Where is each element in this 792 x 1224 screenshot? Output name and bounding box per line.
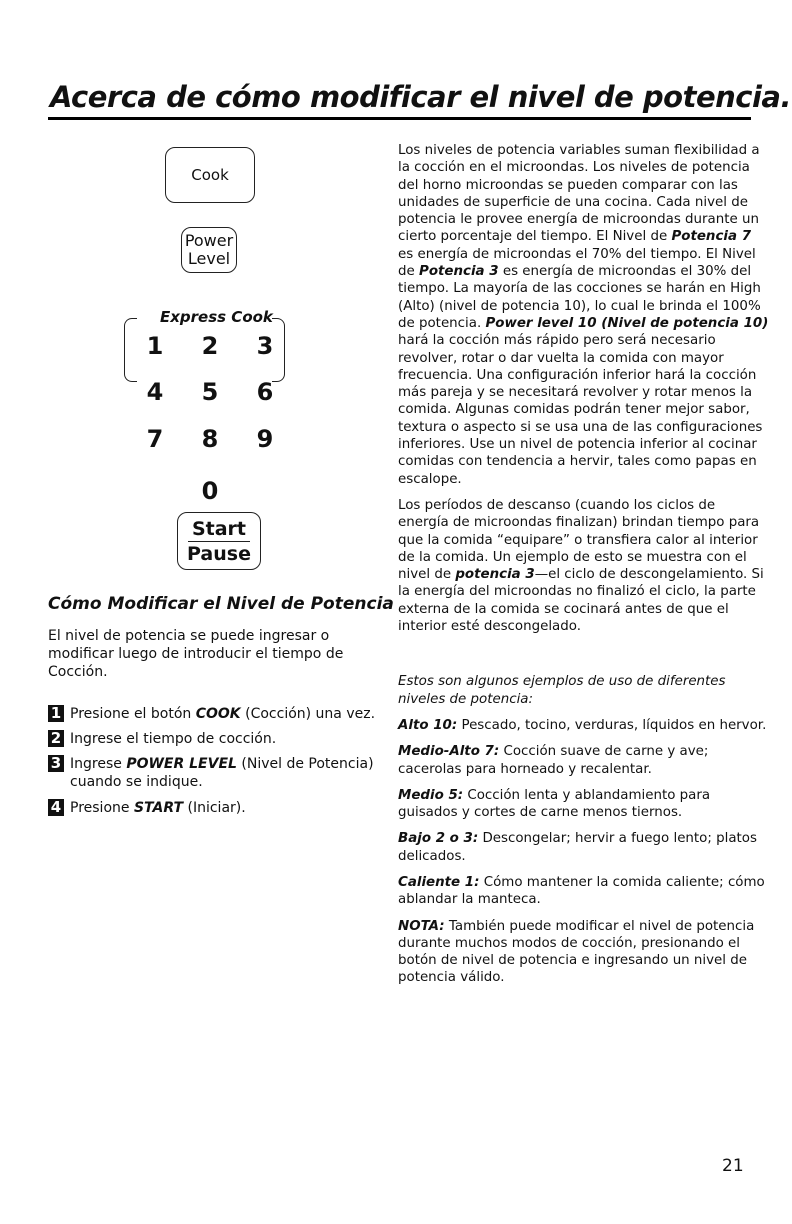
step-text: (Cocción) una vez. — [240, 706, 376, 722]
note — [398, 918, 770, 987]
example-label: Alto 10: — [398, 717, 458, 733]
example-text: Cómo mantener la comida caliente; cómo ablandar la manteca. — [398, 874, 765, 908]
key-8: 8 — [201, 425, 219, 453]
emphasis: Power level 10 (Nivel de potencia 10) — [485, 315, 769, 331]
text: es energía de microondas el 30% del tiempo. La mayoría de las cocciones se harán en High (Alto) (nivel de potencia 10), lo cual le brinda el 100% de potencia. — [398, 264, 761, 331]
intro-paragraph: El nivel de potencia se puede ingresar o modificar luego de introducir el tiempo de Cocción. — [48, 628, 344, 680]
key-6: 6 — [256, 378, 274, 406]
text: hará la cocción más rápido pero será necesario revolver, rotar o dar vuelta la comida con mayor frecuencia. Una configuración inferior hará la cocción más pareja y se necesitará revolver y rotar menos la comida. Algunas comidas podrán tener mejor sabor, textura o aspecto si se usa una de las configuraciones inferiores. Use un nivel de potencia inferior al cocinar comidas con tendencia a hervir, tales como papas en escalope. — [398, 333, 763, 487]
note-label: NOTA: — [398, 918, 445, 934]
step-text: (Nivel de Potencia) cuando se indique. — [70, 756, 374, 790]
example-text: Pescado, tocino, verduras, líquidos en hervor. — [457, 717, 767, 733]
step-emphasis: COOK — [195, 706, 241, 722]
example-label: Bajo 2 o 3: — [398, 831, 479, 847]
emphasis: Potencia 3 — [419, 264, 499, 280]
step-number: 2 — [48, 730, 64, 747]
step-3 — [48, 755, 388, 791]
example-label: Caliente 1: — [398, 874, 480, 890]
key-9: 9 — [256, 425, 274, 453]
example-label: Medio-Alto 7: — [398, 744, 500, 760]
key-1: 1 — [146, 332, 164, 360]
example-text: Cocción suave de carne y ave; cacerolas para horneado y recalentar. — [398, 744, 709, 777]
step-text: Ingrese — [70, 756, 127, 772]
step-number: 4 — [48, 799, 64, 816]
key-0: 0 — [201, 477, 219, 505]
example-high — [398, 717, 770, 734]
start-pause-key — [177, 512, 261, 570]
examples-intro: Estos son algunos ejemplos de uso de diferentes niveles de potencia: — [398, 674, 726, 707]
step-number: 3 — [48, 755, 64, 772]
page-number: 21 — [722, 1156, 744, 1176]
step-emphasis: POWER LEVEL — [126, 756, 237, 772]
step-emphasis: START — [133, 800, 184, 816]
text: es energía de microondas el 70% del tiempo. El Nivel de — [398, 246, 756, 280]
key-7: 7 — [146, 425, 164, 453]
example-text: Cocción lenta y ablandamiento para guisados y cortes de carne menos tiernos. — [398, 787, 711, 821]
express-cook-bracket-left — [124, 318, 137, 382]
emphasis: potencia 3 — [455, 567, 535, 583]
emphasis: Potencia 7 — [671, 229, 752, 245]
step-text: Presione — [70, 800, 134, 816]
step-number: 1 — [48, 705, 64, 722]
start-label: Start — [188, 517, 250, 542]
step-text: Ingrese el tiempo de cocción. — [70, 731, 277, 747]
power-levels-paragraph — [398, 142, 770, 488]
example-medium — [398, 787, 770, 822]
text: Los períodos de descanso (cuando los ciclos de energía de microondas finalizan) brindan tiempo para que la comida “equipare” o transfiera calor al interior de la comida. Un ejemplo de esto se muestra con el nivel de — [398, 497, 760, 583]
text: —el ciclo de descongelamiento. Si la energía del microondas no finalizó el ciclo, la parte externa de la comida se cocinará antes de que el interior esté descongelado. — [398, 567, 764, 635]
key-5: 5 — [201, 378, 219, 406]
text: Los niveles de potencia variables suman flexibilidad a la cocción en el microondas. Los niveles de potencia del horno microondas se pueden comparar con las unidades de superficie de una cocina. Cada nivel de potencia le provee energía de microondas durante un cierto porcentaje del tiempo. El Nivel de — [398, 143, 760, 245]
step-text: (Iniciar). — [183, 800, 246, 816]
step-text: Presione el botón — [70, 706, 196, 722]
example-medium-high — [398, 743, 770, 778]
title-rule — [48, 117, 751, 120]
step-1 — [48, 705, 388, 723]
express-cook-label: Express Cook — [160, 308, 273, 326]
example-warm — [398, 874, 770, 909]
pause-label: Pause — [187, 542, 251, 565]
cook-key: Cook — [165, 147, 255, 203]
key-3: 3 — [256, 332, 274, 360]
key-2: 2 — [201, 332, 219, 360]
power-level-key: Power Level — [181, 227, 237, 273]
page-title: Acerca de cómo modificar el nivel de potencia. — [50, 80, 791, 114]
step-4 — [48, 799, 388, 817]
example-text: Descongelar; hervir a fuego lento; platos delicados. — [398, 831, 757, 864]
step-2 — [48, 730, 388, 748]
section-heading: Cómo Modificar el Nivel de Potencia — [48, 594, 394, 614]
example-low — [398, 830, 770, 865]
right-column — [398, 142, 770, 996]
rest-periods-paragraph — [398, 497, 770, 635]
key-4: 4 — [146, 378, 164, 406]
note-text: También puede modificar el nivel de potencia durante muchos modos de cocción, presionando el botón de nivel de potencia e ingresando un nivel de potencia válido. — [398, 918, 755, 986]
example-label: Medio 5: — [398, 787, 464, 803]
